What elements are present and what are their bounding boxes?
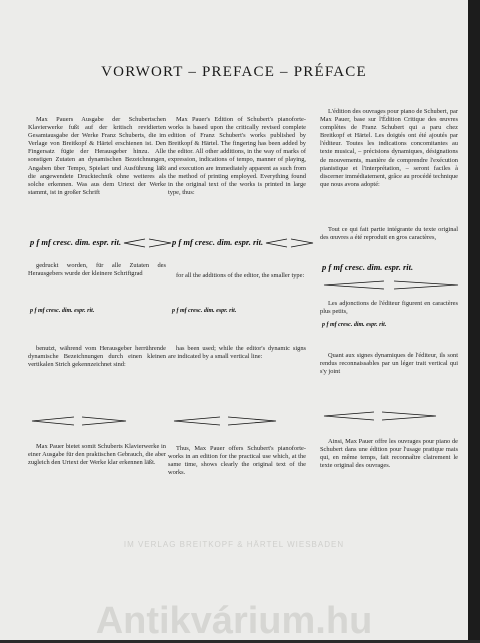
dynamics-small-text: p f mf cresc. dim. espr. rit. (172, 308, 237, 314)
english-after-large-text: for all the additions of the editor, the smaller type: (176, 272, 305, 279)
bottom-watermark: Antikvárium.hu (95, 600, 373, 642)
english-closing-text: Thus, Max Pauer offers Schubert's pianoforte-works in an edition for the practical use which, at the same time, shows clearly the original text of the works. (168, 445, 306, 477)
french-after-large-text: Les adjonctions de l'éditeur figurent en caractères plus petits, (320, 300, 458, 316)
german-after-large-text: gedruckt worden, für alle Zutaten des Herausgebers wurde der kleinere Schriftgrad (28, 262, 166, 278)
hairpin-icon (265, 238, 315, 248)
dynamics-large-text: p f mf cresc. dim. espr. rit. (172, 237, 264, 247)
vertical-line-hairpin-icon (322, 411, 442, 421)
hairpin-icon (123, 238, 173, 248)
english-intro (168, 116, 306, 197)
english-closing (168, 445, 306, 477)
english-dynamics-large (172, 237, 315, 248)
french-intro-text: L'édition des ouvrages pour piano de Schubert, par Max Pauer, base sur l'Édition Critique des œuvres complètes de Franz Schubert qui a paru chez Breitkopf et Härtel. Les doigtés ont été ajoutés par l'éditeur. Toutes les indications concomitantes au texte musical, – précisions dynamiques, désignations de mouvements, manière de comprendre l'exécution pianistique et l'interprétation, – seront faciles à discerner immédiatement, grâce au procédé technique que nous avons adopté: (320, 108, 458, 188)
german-closing (28, 443, 166, 467)
page-edge (468, 0, 480, 640)
dynamics-large-text: p f mf cresc. dim. espr. rit. (322, 262, 414, 272)
german-after-large (28, 262, 166, 278)
french-intro (320, 108, 458, 189)
english-dynamics-small (172, 308, 236, 314)
footer-watermark: IM VERLAG BREITKOPF & HÄRTEL WIESBADEN (123, 540, 345, 549)
dynamics-small-text: p f mf cresc. dim. espr. rit. (322, 322, 387, 328)
french-closing-text: Ainsi, Max Pauer offre les ouvrages pour piano de Schubert dans une édition pour l'usage pratique mais qui, en même temps, fait reconnaître clairement le texte original des ouvrages. (320, 438, 458, 470)
german-dynamics-large (30, 237, 173, 248)
french-dynamics-large (322, 262, 413, 272)
french-intro2 (320, 226, 458, 242)
french-dynamics-small (322, 322, 386, 328)
vertical-line-hairpin-icon (172, 416, 282, 426)
dynamics-small-text: p f mf cresc. dim. espr. rit. (30, 308, 95, 314)
english-after-small (168, 345, 306, 361)
french-after-small-text: Quant aux signes dynamiques de l'éditeur, ils sont rendus reconnaissables par un léger trait vertical qui s'y joint (320, 352, 458, 376)
english-after-small-text: has been used; while the editor's dynamic signs are indicated by a small vertical line: (168, 345, 306, 361)
vertical-line-hairpin-icon (30, 416, 130, 426)
page-title: VORWORT – PREFACE – PRÉFACE (101, 64, 367, 80)
german-intro-text: Max Pauers Ausgabe der Schubertschen Klavierwerke fußt auf der kritisch revidierten Gesamtausgabe der Werke Franz Schuberts, die im Verlage von Breitkopf & Härtel erschienen ist. Den Fingersatz fügte der Herausgeber hinzu. Alle sonstigen Zutaten an dynamischen Bezeichnungen, Angaben über Tempo, Spielart und Ausführung läßt die angewendete Drucktechnik ohne weiteres als solche erkennen. Was aus dem Urtext der Werke stammt, ist in großer Schrift (28, 116, 166, 196)
french-after-large (320, 300, 458, 316)
german-dynamics-small (30, 308, 94, 314)
english-after-large (168, 272, 306, 280)
german-closing-text: Max Pauer bietet somit Schuberts Klavierwerke in einer Ausgabe für den praktischen Gebrauch, die aber zugleich den Urtext der Werke klar erkennen läßt. (28, 443, 166, 467)
german-after-small (28, 345, 166, 369)
french-after-small (320, 352, 458, 376)
dynamics-large-text: p f mf cresc. dim. espr. rit. (30, 237, 122, 247)
german-after-small-text: benutzt, während vom Herausgeber herrührende dynamische Bezeichnungen durch einen kleinen vertikalen Strich gekennzeichnet sind: (28, 345, 166, 369)
hairpin-icon (322, 280, 462, 290)
french-intro2-text: Tout ce qui fait partie intégrante du texte original des œuvres a été reproduit en gros caractères, (320, 226, 458, 242)
english-intro-text: Max Pauer's Edition of Schubert's pianoforte-works is based upon the critically revised complete edition of Franz Schubert's works published by Breitkopf & Härtel. The fingering has been added by the editor. All other additions, in the way of marks of expression, indications of tempo, manner of playing, and execution are immediately apparent as such from the method of printing employed. Everything found in the original text of the works is printed in large type, thus: (168, 116, 306, 196)
german-intro (28, 116, 166, 197)
french-closing (320, 438, 458, 470)
